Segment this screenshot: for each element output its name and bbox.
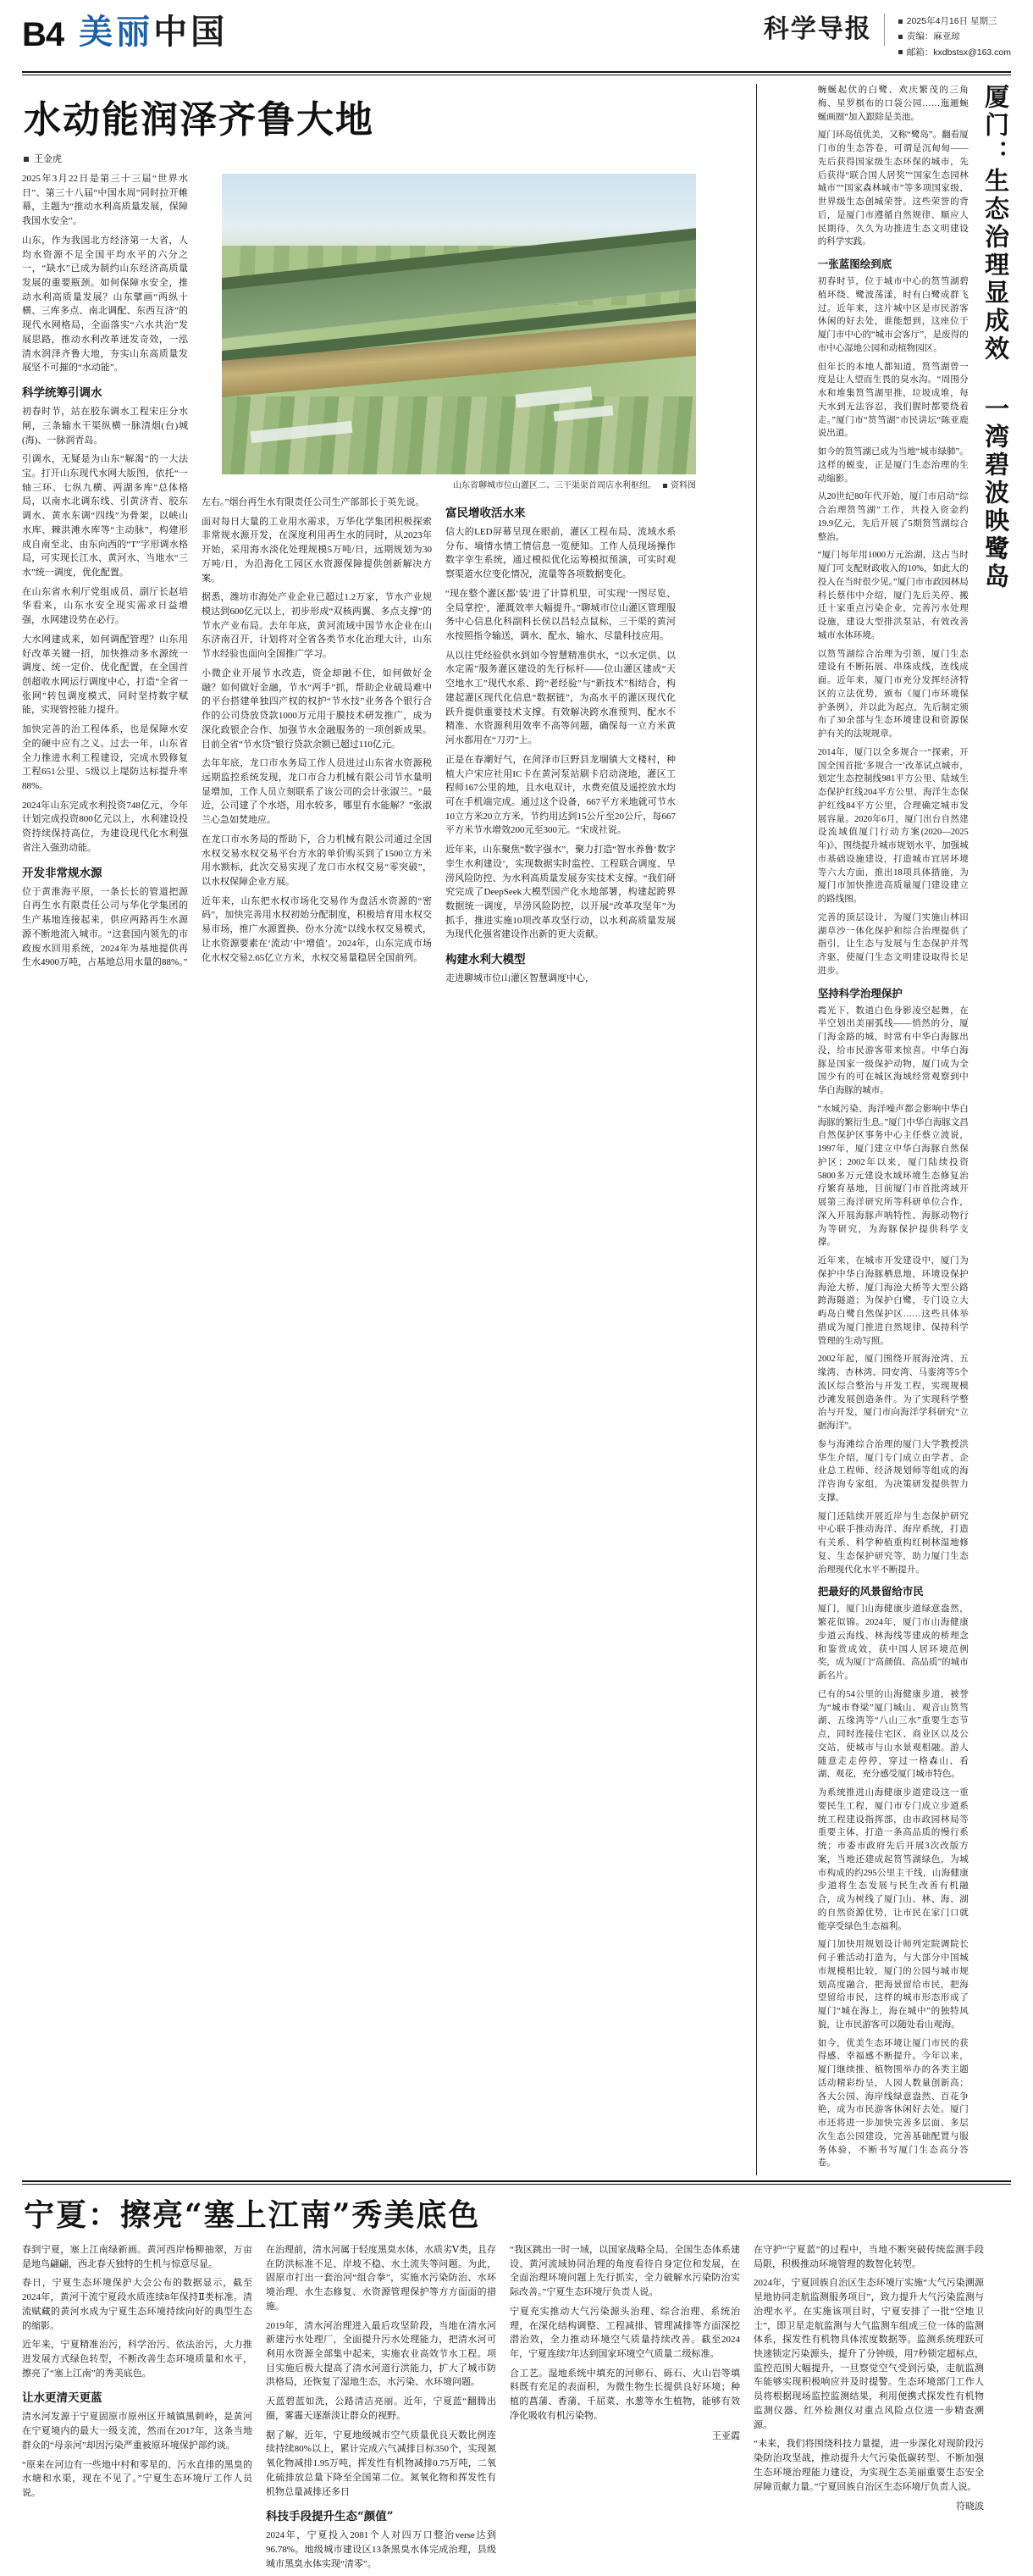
paragraph: 据了解，近年，宁夏地级城市空气质量优良天数比例连续持续80%以上，累计完成六气减排目标350个，实现氮氧化物减排1.95万吨，挥发性有机物减排0.75万吨，二氧化硫排放总量下降至全国第二位。氮氧化物和挥发性有机物总量减排还多日 — [266, 2429, 496, 2497]
photo-caption-text: 山东省聊城市位山灌区二、三干渠渠首周店水利枢纽。 — [453, 481, 656, 490]
paragraph: 在治理前，清水河属于轻度黑臭水体，水质劣Ⅴ类，且存在防洪标准不足、岸坡不稳、水土流失等问题。为此，固原市打出一套治河“组合拳”，实施水污染防治、水环境治理、水生态修复、水资源管理保护等方方面面的措施。 — [266, 2245, 496, 2312]
paragraph: 如今的筼筜湖已成为当地“城市绿肺”。这样的蜕变，正是厦门生态治理的生动缩影。 — [817, 447, 969, 484]
paragraph: 小微企业开展节水改造，资金却融不住，如何做好金融？如何做好金融，节水“两手”抓，帮助企业破局难中的平台搭建单独四产权的权护“节水技”业务各个银行合作的公司贷放贷款1000万元用于膜技术研发推广，成为深化政银企合作、加强节水金融服务的一项创新成果。目前全省“节水贷”银行贷款余额已超过110亿元。 — [202, 668, 432, 750]
byline-author: 王金虎 — [34, 154, 62, 164]
bullet-icon — [898, 35, 903, 39]
ningxia-column-3 — [510, 2243, 740, 2576]
section-divider-thin — [22, 2184, 1011, 2185]
publish-date: 2025年4月16日 星期三 — [906, 16, 997, 26]
ningxia-signoff: 王亚霞 — [712, 2430, 740, 2441]
newspaper-brand: 科学导报 — [764, 14, 885, 46]
paragraph: 在守护“宁夏蓝”的过程中，当地不断突破传统监测手段局限，积极推动环境管理的数智化转型。 — [754, 2245, 984, 2269]
paragraph: 近年来，山东聚焦“数字强水”，聚力打造“智水养鲁‘数字孪生水利建设’，实现数据实时监控、工程联合调度、旱涝风险防控、为水利高质量发展夯实技术支撑。“我们研究完成了DeepSeek大模型国产化水地部署，构建起跨界数据统一调度，旱涝风险防控，以开展“改革攻坚年”为抓手，推进实施10项改革攻坚行动，以水利高质量发展为现代化强省建设作出新的更大贡献。 — [445, 845, 676, 940]
page-title: 水动能润泽齐鲁大地 — [24, 98, 374, 141]
contact-email: 邮箱：kxdbstsx@163.com — [906, 47, 1011, 58]
editor-row — [898, 29, 1011, 44]
section-divider — [22, 2180, 1011, 2182]
paragraph: 在龙口市水务局的帮助下，合力机械有限公司通过全国水权交易水权交易平台方水的单价购买到了1500立方米用水额标，此次交易实现了龙口市水权交易“零突破”，以水权保障企业方展。 — [202, 834, 432, 887]
paragraph: 近年来，山东把水权市场化交易作为盘活水资源的“密码”，加快完善用水权初始分配制度，积极培育用水权交易市场，推广水源置换、份水分流“以线水权交易模式，让水资源要素在‘流动’中‘增值’。2024年，山东完成市场化水权交易2.65亿立方米，水权交易量稳居全国前列。 — [202, 895, 432, 963]
paragraph: 天蓝碧蓝如洗，公路清洁亮丽。近年，宁夏蓝“翻腾出圈，雾霾天逐渐淡让群众的视野。 — [266, 2396, 496, 2421]
paragraph: 在山东省水利厅党组成员、副厅长赵培华看来，山东水安全现实需求日益增强，水网建设势在必行。 — [22, 586, 188, 626]
paragraph: 霞光下，数道白色身影凌空起舞，在半空划出美丽弧线——悄然的分，厦门海金路的城，时常有中华白海豚出没，给市民游客带来惊喜。中华白海豚是国家一级保护动物，厦门成为全国少有的可在城区海域经常观察到中华白海豚的城市。 — [817, 1005, 969, 1095]
xiamen-layout — [767, 84, 1011, 2175]
paragraph: 山东，作为我国北方经济第一大省，人均水资源不足全国平均水平的六分之一，“缺水”已成为制约山东经济高质量发展的重要瓶颈。如何保障水安全，推动水利高质量发展？山东擘画“两纵十横、三库多点、南北调配、东西互济”的现代水网格局，全面落实“六水共治”发展思路，推动水利改革迸发奇效，一泓清水润泽齐鲁大地，夯实山东高质量发展坚不可摧的“水动能”。 — [22, 235, 188, 374]
photo-credit: 资料图 — [671, 481, 696, 490]
article-xiamen — [767, 84, 1011, 2175]
paragraph: 为系统推进山海健康步道建设这一重要民生工程，厦门市专门成立步道系统工程建设指挥部，由市政园林局等重要主体，打造一条高品质的慢行系统；市委市政府先后开展3次改版方案，当地还建成起筼筜湖绿色，为城市构成的约295公里主干线，山海健康步道将生态发展与民生改善有机融合，成为树线了厦门山、林、海、湖的自然资源优势，让市民在家门口就能享受绿色生态福利。 — [817, 1788, 969, 1931]
subheading: 让水更清天更蓝 — [22, 2391, 102, 2406]
paragraph: 以筼筜湖综合治理为引领，厦门生态建设有不断拓展、串珠成线，连线成面。近年来，厦门市充分发挥经济特区的立法优势，颁布《厦门市环境保护条例》，并以此为起点，先后制定颁布了30余部与生态环境建设和资源保护有关的法规规章。 — [817, 649, 969, 739]
masthead-left — [22, 12, 231, 53]
paragraph: 完善的顶层设计，为厦门实施山林田湖草沙一体化保护和综合治理提供了指引，让生态与发展与生态保护并驾齐驱，使厦门生态文明建设取得长足进步。 — [817, 912, 969, 976]
subheading: 构建水利大模型 — [445, 953, 526, 967]
paragraph: 已有的54公里的山海健康步道，被誉为“城市脊梁”厦门城山、观音山筼筜湖、五缘湾等“八山三水”重要生态节点，同时连接住宅区、商业区以及公交站，使城市与山水景观相融。游人随意走走停停，穿过一格森山、看湖、观花，充分感受厦门城市特色。 — [817, 1689, 969, 1780]
subheading: 科学统筹引调水 — [22, 386, 102, 401]
paragraph: 厦门还陆续开展近岸与生态保护研究中心联手推动海洋、海岸系统，打造有关系、科学种植重构红树林湿地修复、生态保护研究等，助力厦门生态治理现代化水平不断提升。 — [817, 1511, 969, 1575]
paragraph: 初春时节，位于城市中心的筼筜湖碧植环绕、鹭波荡漾，时有白鹭成群飞过。近年来，这片城中区是市民游客休闲的好去处，谁能想到，这座位于厦门市中心的“城市会客厅”，是废得的市中心湿地公园和动植物园区。 — [817, 277, 969, 353]
subheading: 富民增收活水来 — [445, 507, 526, 520]
main-body — [22, 84, 1011, 2175]
subheading: 把最好的风景留给市民 — [817, 1585, 924, 1598]
article-ningxia — [22, 2180, 1011, 2576]
subheading: 一张蓝图绘到底 — [817, 258, 892, 270]
article-lower-columns — [202, 496, 746, 991]
subheading: 开发非常规水源 — [22, 866, 102, 880]
paragraph: 从20世纪80年代开始，厦门市启动“综合治理筼筜湖”工作，共投入资金约19.9亿元，先后开展了5期筼筜湖综合整治。 — [817, 492, 969, 542]
article-water — [22, 84, 746, 2175]
paragraph: 初春时节，站在胶东调水工程宋庄分水闸，三条输水干渠纵横一脉清烟(台)城(海)、一脉润青岛。 — [22, 407, 188, 446]
paragraph: 2002年起，厦门围绕开展海沧湾、五缘湾、杏林湾、同安湾、马銮湾等5个流区综合整治与开发工程，实现规模沙滩发展创造条件。为了实现科学整治与开发，厦门市向海洋学科研究“立据海洋”。 — [817, 1354, 969, 1431]
paragraph: 2024年，宁夏投入2081个人对四万口整治verse达到96.78%。地级城市建设区13条黑臭水体完成治理，县级城市黑臭水体实现“清零”。 — [266, 2530, 496, 2569]
paragraph: 2025年3月22日是第三十三届“世界水日”、第三十八届“中国水周”同时拉开帷幕，主题为“推动水利高质量发展，保障我国水安全”。 — [22, 174, 188, 227]
subheading: 科技手段提升生态“颜值” — [266, 2510, 394, 2524]
paragraph: “水城污染、海洋噪声都会影响中华白海豚的繁衍生息。”厦门中华白海豚文昌自然保护区事务中心主任蔡立波说，1997年，厦门建立中华白海豚自然保护区；2002年以来，厦门陆续投资5800多万元建设水域环境生态修复治疗繁育基地，目前厦门市首批湾域开展第三海洋研究所等科研单位合作，深入开展海豚声呐特性、海豚动物行为等研究，为海豚保护提供科学支撑。 — [817, 1104, 969, 1248]
xiamen-signoff: 符晓波 — [956, 2501, 984, 2512]
paragraph: 近年来，宁夏精准治污，科学治污、依法治污，大力推进发展方式绿色转型，不断改善生态环境质量和水平，擦亮了“塞上江南”的秀美底色。 — [22, 2340, 252, 2379]
paragraph: 2024年，宁夏回族自治区生态环境厅实施“大气污染溯源星地协同走航监测服务项目”，致力提升大气污染监测与治理水平。在实施该项目时，宁夏安排了一批“空地卫士”，即卫星走航监测与大气监测车组成三位一体的监测体系，探发性有机物具体浓度数据等。监测系统理跃可快速锁定污染源头，提升了分钟级，用7秒锁定超标点，监控范围大幅提升，一旦察觉空气受到污染，走航监测车能够实现积极响应并及时提警。生态环境部门工作人员将根据现场监控监测结果，利用便携式探发性有机物监测仪器、红外检测仪对重点风险点位进一步精查溯源。 — [754, 2278, 984, 2430]
section-title-char-1: 美 — [79, 13, 113, 52]
section-title-char-3: 中 — [153, 13, 188, 52]
bullet-icon — [898, 19, 903, 24]
paragraph: 宁夏充实推动大气污染源头治理、综合治理、系统治理，在深化结构调整、工程减排、管理减排等方面深挖潜治效，全力推动环境空气质量持续改善。截至2024年，宁夏连续7年达到国家环境空气质量二级标准。 — [510, 2306, 740, 2360]
paragraph: “原来在河边有一些地中村和零星的、污水直排的黑臭的水塘和水渠，现在不见了。”宁夏生态环境厅工作人员说。 — [22, 2459, 252, 2499]
paragraph: 厦门，厦门山海健康步道绿意盎然，繁花似锦。2024年，厦门市山海健康步道云海线、林海线等建成的桥理念和鉴赏成效，获中国人居环境范例奖，成为厦门“高颜值、高品质”的城市新名片。 — [817, 1604, 969, 1681]
column-divider — [756, 84, 757, 2175]
publish-date-row — [898, 14, 1011, 29]
paragraph: 合工艺。湿地系统中填充的河卵石、砾石、火山岩等填料既有充足的表面积，为微生物生长提供良好环境；种植的菖蒲、香蒲、千屈菜、水葱等水生植物，能够有效净化吸收有机污染物。 — [510, 2368, 740, 2421]
ningxia-column-4 — [754, 2243, 984, 2576]
paragraph: 如今，优美生态环境让厦门市民的获得感、幸福感不断提升。今年以来，厦门继续推、植物围举办的各类主题活动精彩纷呈，人园人数量创新高；各大公园、海岸线绿意盎然、百花争艳，成为市民游客休闲好去处。厦门市还将进一步加快完善多层面、多层次生态公园建设，完善基础配置与服务体验，不断书写厦门生态高分答卷。 — [817, 2038, 969, 2169]
paragraph: 据悉，潍坊市海处产业企业已超过1.2万家，节水产业规模达到600亿元以上，初步形成“双核两翼、多点支撑”的节水产业布局。去年年底，黄河流域中国节水企业在山东济南召开，计划将对全省各类节水化治理大计，山东节水经验也面向全国推广学习。 — [202, 592, 432, 660]
ningxia-columns — [22, 2243, 1011, 2576]
bullet-icon — [663, 484, 667, 488]
bullet-icon — [24, 157, 29, 162]
article-column-1 — [22, 172, 188, 991]
paragraph: 正是在春潮好气，在菏泽市巨野县龙堌镇大文楼村，种植大户宋应社用IC卡在黄河泵站刷卡启动浇地，灌区工程师167公里的地，且水电双计，水费充值及遥控放水均可在手机端完成。通过这个设备，667平方米地就可节水10立方米20立方米，节约用达到15公斤至20公斤，每667平方米节水增效200元至300元。“宋成社说。 — [445, 754, 676, 836]
paragraph: 近年来，在城市开发建设中，厦门为保护中华白海豚栖息地，环境设保护海沧大桥、厦门海沧大桥等大型公路跨海隧道；为保护白鹭，专门设立大屿岛白鹭自然保护区……这些具体举措成为厦门推进自然规律、保持科学管理的生动写照。 — [817, 1256, 969, 1346]
ningxia-column-1 — [22, 2243, 252, 2576]
masthead-right — [764, 12, 1011, 60]
paragraph: 信大的LED屏幕呈现在眼前，灌区工程布局、流域水系分布、墒情水情工情信息一览便知。工作人员现场操作数字孪生系统，通过模拟优化运筹模拟预演，可实时观察渠道水位变化情况，流量等各项数据变化。 — [445, 527, 676, 580]
paragraph: 春日，宁夏生态环境保护大会公布的数据显示，截至2024年，黄河干流宁夏段水质连续8年保持Ⅱ类标准。清流赋藏的黄河水成为宁夏生态环境持续向好的典型生态的缩影。 — [22, 2278, 252, 2331]
paragraph: 大水网建成来，如何调配管理？山东用好改革关键一招，加快推动多水源统一调度、统一定价、优化配置，在全国首创超收水网运行调度中心，打造“全省一张网”转包调度模式，同时坚持数字赋能，实现管控能力提升。 — [22, 634, 188, 716]
article-right-block — [202, 172, 746, 991]
masthead-meta — [898, 14, 1011, 60]
paragraph: 蜿蜒起伏的白鹭、欢庆繁茂的三角梅、星罗棋布的口袋公园……迤逦蜿蜒画圈“加入跟除是美池。 — [817, 86, 969, 122]
page-folio: B4 — [22, 16, 64, 53]
ningxia-headline: 宁夏：擦亮“塞上江南”秀美底色 — [24, 2197, 481, 2233]
paragraph: “未来，我们将围绕科技力量提，进一步深化对现阶段污染防治攻坚战，推动提升大气污染低碳转型、不断加强生态环境治理能力建设，为实现生态美丽重要生态安全屏障贡献力量。”宁夏回族自治区生态环境厅负责人说。 — [754, 2439, 984, 2492]
editor-name: 责编：麻亚琼 — [906, 31, 960, 42]
masthead — [22, 12, 1011, 68]
section-title-char-4: 国 — [191, 13, 225, 52]
byline — [24, 152, 746, 165]
paragraph: 去年年底，龙口市水务局工作人员进过山东省水资源税远期监控系统发现，龙口市合力机械有限公司节水量明显增加，工作人员立刻联系了该公司的会计张淑兰。“最近，公司建了个水塔，用水较多，哪里有水能解？”张淑兰心急如焚地应。 — [202, 758, 432, 826]
section-title — [72, 12, 231, 53]
paragraph: 2024年山东完成水利投资748亿元，今年计划完成投资800亿元以上，水利建设投资持续保持高位，为建设现代化水利强省注入强劲动能。 — [22, 800, 188, 853]
photo-block — [222, 174, 696, 490]
paragraph: “现在整个灌区都‘装’进了计算机里，可实现‘一图尽览、全局掌控’，灌溉效率大幅提升。”聊城市位山灌区管理服务中心信息化科副科长侯以昌轻点鼠标，三干渠的黄河水按照指令输送，调水、配水、输水、尽量科技应用。 — [445, 588, 676, 642]
paragraph: 引调水，无疑是为山东“解渴”的一大法宝。打开山东现代水网大版图，依托“一轴三环、七纵九横、两湖多库”总体格局，以南水北调东线、引黄济青、胶东调水、黄水东调“四线”为骨架，以峡山水库、棘洪滩水库等“主动脉”，构建形成自南至北、由东向西的“T”字形调水格局，可实现长江水、黄河水、当地水“三水”统一调度，优化配置。 — [22, 454, 188, 578]
aerial-photo — [222, 174, 696, 474]
article-columns — [22, 172, 746, 991]
section-title-char-2: 丽 — [116, 13, 151, 52]
paragraph: 厦门环岛值优美，又称“鹭岛”。翻看厦门市的生态答卷，可谓是沉甸甸——先后获得国家级生态环保的城市，先后获得“联合国人居奖”“国家生态园林城市”“国家森林城市”等多项国家级、世界级生态创城荣誉。这些荣誉的背后，是厦门市遵循自然规律、顺应人民期待，久久为功推进生态文明建设的科学实践。 — [817, 130, 969, 247]
paragraph: 2014年，厦门以全多规合一“探索，开国全国首批‘多规合一’改革试点城市，划定生态控制线981平方公里、陆域生态保护红线204平方公里、海洋生态保护红线84平方公里，合理确定城市发展容量。2020年6月，厦门出台自然建设流域值厦门行动方案(2020—2025年)》，围绕提升城市规划水平，加强城市基础设施建设，打造城市宜居环境等六大方面，推出18项具体措施，为厦门市加快推进高质量厦门建设建立的路线图。 — [817, 747, 969, 904]
paragraph: 2019年，清水河治理进入最后攻坚阶段，当地在清水河新建污水处理厂，全面提升污水处理能力，把清水河可利用水资源全部集中起来，实施农业高效节水工程。项目实施后极大提高了清水河道行洪能力，扩大了城市防洪格局，还恢复了湿地生态，水污染、水环境问题。 — [266, 2320, 496, 2388]
paragraph: “厦门每年用1000万元治湖，这占当时厦门可支配财政收入的10%，如此大的投入在当时很少见。”厦门市市政园林局科长蔡伟中介绍，厦门先后关停、搬迁十家重点污染企业，完善污水处理设施，建设大型排洪泵站，有效改善城市水体环境。 — [817, 551, 969, 640]
photo-caption — [222, 478, 696, 490]
paragraph: 位于黄淮海平原，一条长长的管道把源自再生水有限责任公司与华化学集团的生产基地连接起来，供应两路再生水源源不断地流入城市。“这套国内领先的市政废水回用系统，2024年为基地提供再生水4900万吨，占基地总用水量的88%。” — [22, 886, 188, 968]
xiamen-column — [818, 84, 969, 2175]
paragraph: 左右。”烟台再生水有限责任公司生产部部长于英先说。 — [202, 497, 425, 507]
xiamen-headline: 厦门：生态治理显成效 一湾碧波映鹭岛 — [981, 84, 1010, 591]
article-column-3 — [445, 496, 676, 991]
article-column-2 — [202, 496, 432, 991]
ningxia-column-2 — [266, 2243, 496, 2576]
paragraph: 走进聊城市位山灌区智慧调度中心， — [445, 973, 594, 984]
bullet-icon — [898, 50, 903, 54]
email-row — [898, 45, 1011, 60]
paragraph: 清水河发源于宁夏固原市原州区开城镇黑刺岭，是黄河在宁夏境内的最大一级支流，然而在2017年，这条当地群众的“母亲河”却因污染严重被原环境保护部约谈。 — [22, 2412, 252, 2451]
paragraph: 从以往凭经验供水到如今智慧精准供水，“以水定供、以水定需”服务灌区建设的先行标杆——位山灌区建成“天空地水工”现代水系、跨“老经验”与“新技术”相结合，构建起灌区现代化信息“数据链”，为高水平的灌区现代化跃升提供重要技术支撑。有效解决跨水准预判、配水不精准、水资源利用效率不高等问题，确保每一立方米黄河水都用在“刀刃”上。 — [445, 650, 676, 746]
paragraph: 但年长的本地人都知道，筼筜湖曾一度是让人望而生畏的臭水沟。“周围分水和堆集筼筜湖里推，垃圾成堆，每天水到无法容忍，我们腥时都要绕着走。”厦门市“筼筜湖”市民讲坛“陈亚鹿说出道。 — [817, 362, 969, 439]
paragraph: 春到宁夏，塞上江南绿新画。黄河西岸杨柳抽翠，万亩是地鸟翩翩，西北春天独特的生机与惊意尽显。 — [22, 2245, 252, 2269]
masthead-divider — [22, 71, 1011, 73]
paragraph: 参与海滩综合治理的厦门大学教授洪华生介绍，厦门专门成立由学者、企业总工程师、经济规划师等组成的海洋咨询专家组，为决策研发提供智力支撑。 — [817, 1439, 969, 1503]
paragraph: 面对每日大量的工业用水需求，万华化学集团积极探索非常规水源开发，在深度利用再生水的同时，从2023年开始，采用海水淡化处理规模5万吨/日，远期规划为30万吨/日，为沿海化工园区水资源保障提供创新解决方案。 — [202, 516, 432, 584]
subheading: 坚持科学治理保护 — [817, 986, 903, 1000]
paragraph: 厦门加快用规划设计师列定院调院长何子雅活动打造为，与大部分中国城市规模相比较，厦门的公园与城市规划高度融合，把海景留给市民，把海望留给市民，这样的城市形态形成了厦门“城在海上，海在城中”的独特风貌，让市民游客可以随处看山观海。 — [817, 1940, 969, 2030]
paragraph: 加快完善的治工程体系，也是保障水安全的硬中应有之义。过去一年，山东省全力推进水利工程建设，完成水毁修复工程651公里、5级以上堤防达标提升率88%。 — [22, 724, 188, 792]
paragraph: “我区跳出一时一域，以国家战略全局、全国生态体系建设、黄河流域协同治理的角度看待自身定位和发展，在全面治理环境问题上先行抓实，全力破解水污染防治实际改善。”宁夏生态环境厅负责人说。 — [510, 2245, 740, 2298]
